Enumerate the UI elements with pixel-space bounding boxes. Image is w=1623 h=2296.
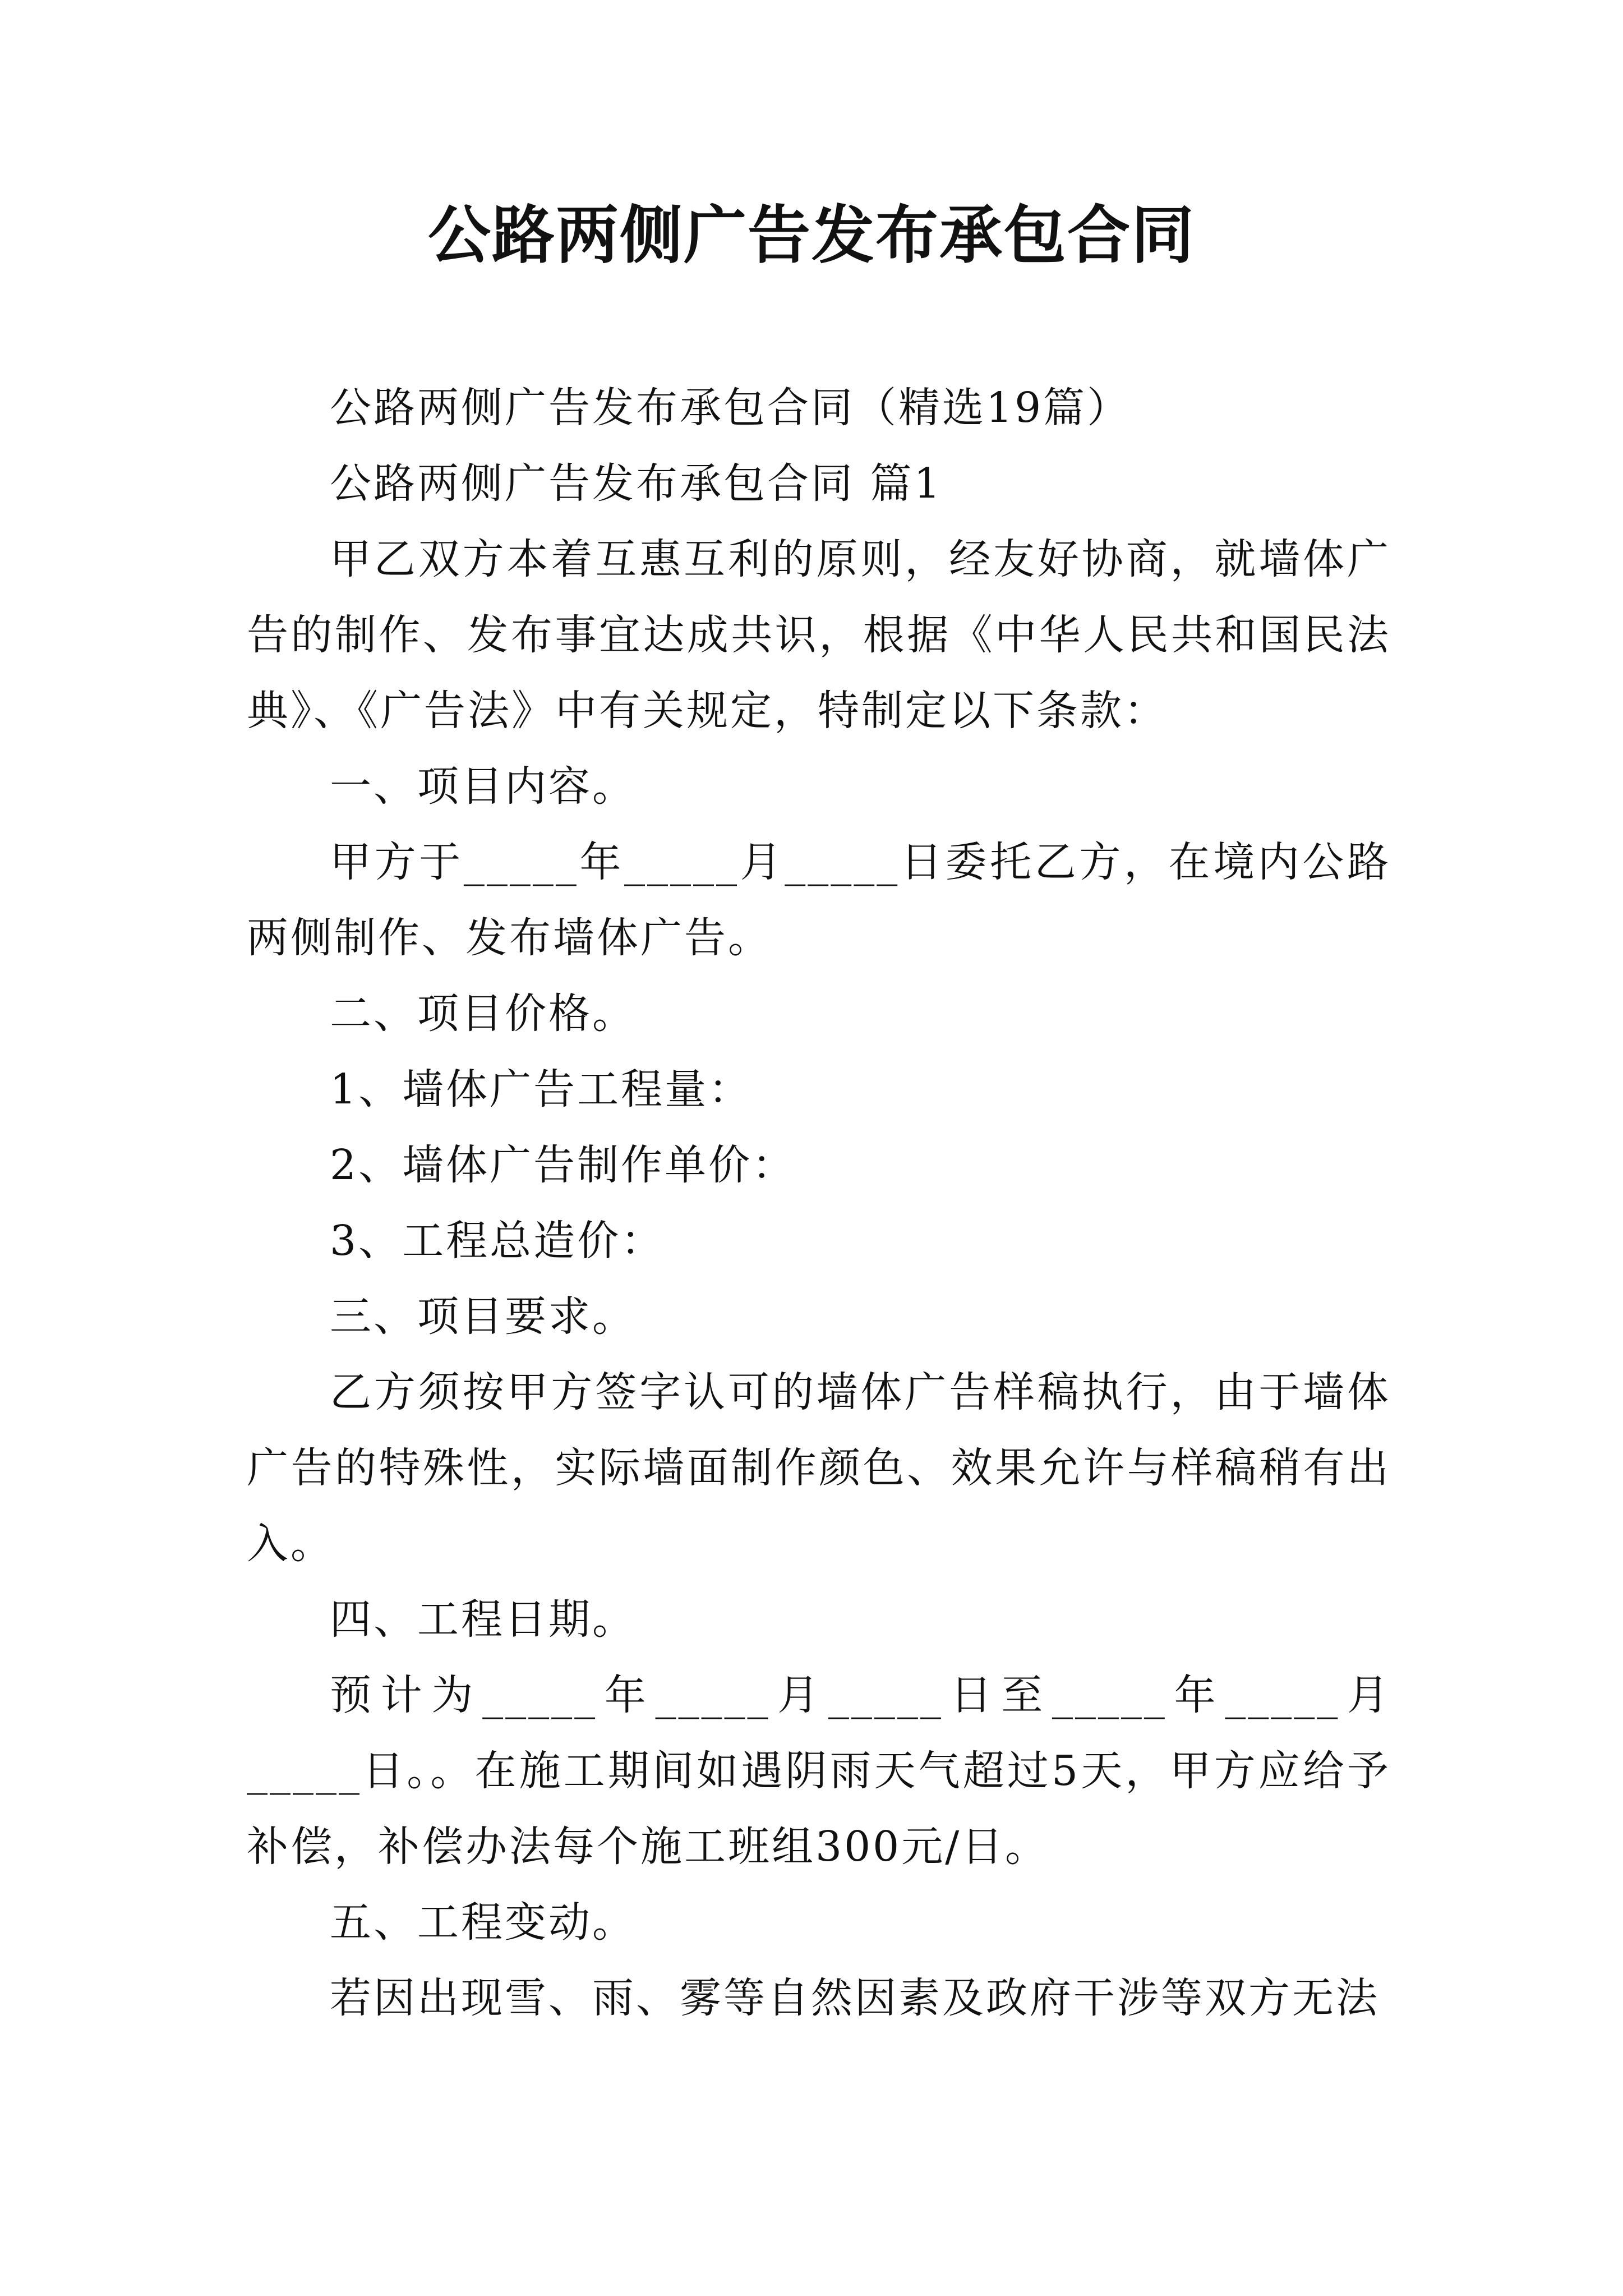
paragraph-preamble: 甲乙双方本着互惠互利的原则，经友好协商，就墙体广告的制作、发布事宜达成共识，根据《中华人民共和国民法典》、《广告法》中有关规定，特制定以下条款： xyxy=(247,535,1391,735)
list-item-total-cost: 3、工程总造价： xyxy=(330,1217,665,1265)
paragraph-schedule: 预计为_____年_____月_____日至_____年_____月_____日。。在施工期间如遇阴雨天气超过5天，甲方应给予补偿，补偿办法每个施工班组300元/日。 xyxy=(247,1671,1391,1871)
paragraph-chapter-heading: 公路两侧广告发布承包合同 篇1 xyxy=(330,459,943,508)
section-heading-changes: 五、工程变动。 xyxy=(330,1898,636,1947)
paragraph-project-content: 甲方于_____年_____月_____日委托乙方，在境内公路两侧制作、发布墙体广告。 xyxy=(247,838,1391,962)
paragraph-project-requirements: 乙方须按甲方签字认可的墙体广告样稿执行，由于墙体广告的特殊性，实际墙面制作颜色、效果允许与样稿稍有出入。 xyxy=(247,1368,1391,1568)
list-item-unit-price: 2、墙体广告制作单价： xyxy=(330,1141,796,1189)
section-heading-project-content: 一、项目内容。 xyxy=(330,762,636,811)
paragraph-changes: 若因出现雪、雨、雾等自然因素及政府干涉等双方无法 xyxy=(330,1974,1380,2022)
document-body xyxy=(247,370,1391,2036)
section-heading-schedule: 四、工程日期。 xyxy=(330,1595,636,1644)
section-heading-project-price: 二、项目价格。 xyxy=(330,990,636,1038)
list-item-workload: 1、墙体广告工程量： xyxy=(330,1065,753,1114)
document-title: 公路两侧广告发布承包合同 xyxy=(428,199,1195,272)
paragraph-collection-title: 公路两侧广告发布承包合同（精选19篇） xyxy=(330,384,1131,432)
section-heading-project-requirements: 三、项目要求。 xyxy=(330,1292,636,1341)
